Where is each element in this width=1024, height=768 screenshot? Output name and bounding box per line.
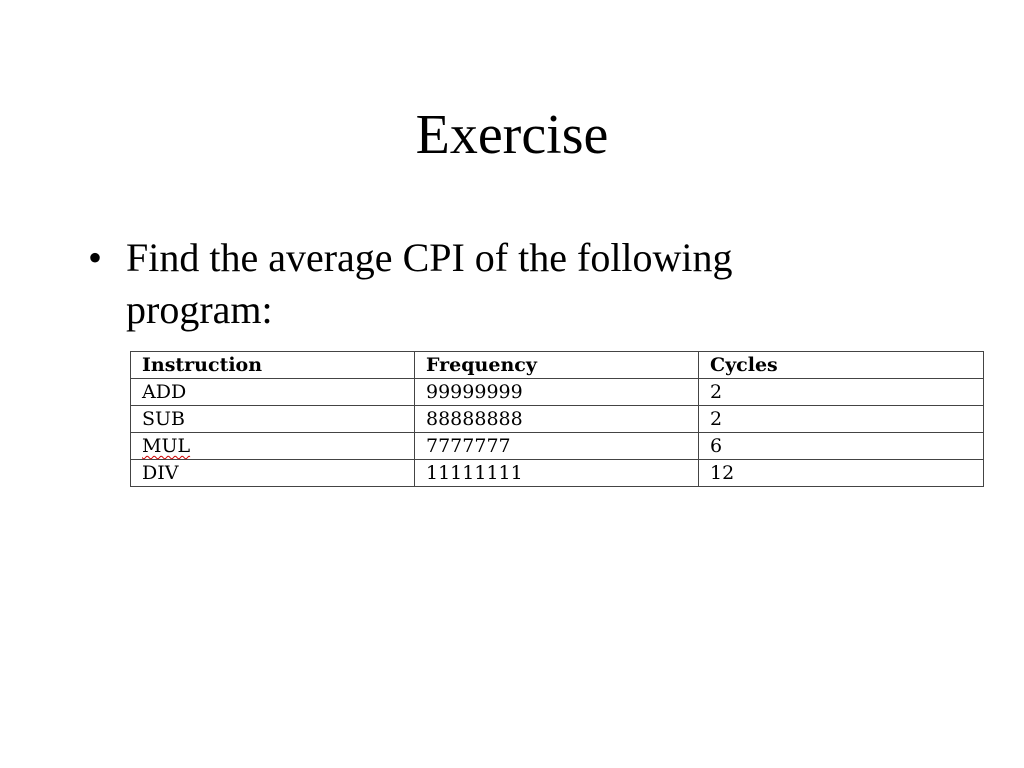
frequency-cell: 99999999 bbox=[415, 379, 699, 406]
frequency-cell: 11111111 bbox=[415, 460, 699, 487]
instruction-cell: SUB bbox=[131, 406, 415, 433]
table-row bbox=[131, 460, 984, 487]
instruction-cell: DIV bbox=[131, 460, 415, 487]
header-cycles: Cycles bbox=[699, 352, 984, 379]
slide-title: Exercise bbox=[415, 104, 609, 166]
bullet-text: Find the average CPI of the following program: bbox=[126, 235, 733, 332]
cycles-cell: 2 bbox=[699, 379, 984, 406]
frequency-cell: 7777777 bbox=[415, 433, 699, 460]
header-frequency: Frequency bbox=[415, 352, 699, 379]
table-row bbox=[131, 433, 984, 460]
cycles-cell: 6 bbox=[699, 433, 984, 460]
cycles-cell: 12 bbox=[699, 460, 984, 487]
instruction-table bbox=[130, 351, 984, 487]
table-row bbox=[131, 379, 984, 406]
cycles-cell: 2 bbox=[699, 406, 984, 433]
instruction-cell: ADD bbox=[131, 379, 415, 406]
header-instruction: Instruction bbox=[131, 352, 415, 379]
table-row bbox=[131, 406, 984, 433]
bullet-marker: • bbox=[88, 235, 103, 280]
bullet-item bbox=[88, 232, 848, 336]
spellcheck-flagged-text: MUL bbox=[142, 435, 191, 457]
table-header-row bbox=[131, 352, 984, 379]
instruction-cell bbox=[131, 433, 415, 460]
frequency-cell: 88888888 bbox=[415, 406, 699, 433]
